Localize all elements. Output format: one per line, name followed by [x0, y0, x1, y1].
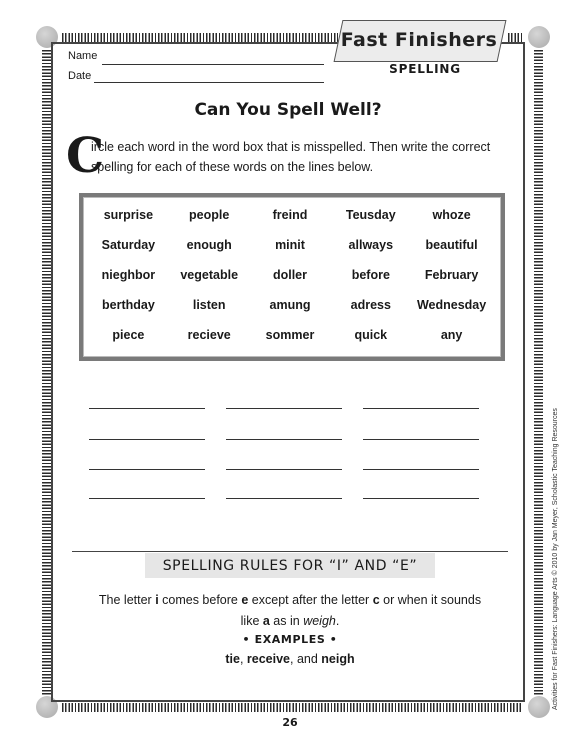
answer-line[interactable] [363, 469, 479, 470]
word-cell[interactable]: Wednesday [416, 298, 487, 312]
answer-line[interactable] [226, 439, 342, 440]
examples-text [90, 652, 490, 666]
examples-label: • EXAMPLES • [242, 633, 338, 646]
rule-text-part: The letter [98, 593, 156, 607]
word-cell[interactable]: enough [186, 238, 232, 252]
example-separator: , and [290, 652, 322, 666]
word-cell[interactable]: Saturday [101, 238, 156, 252]
page-title: Can You Spell Well? [194, 100, 382, 120]
word-cell[interactable]: recieve [187, 328, 231, 342]
answer-line[interactable] [226, 408, 342, 409]
right-border [534, 50, 543, 695]
rule-text-part: except after the letter [248, 593, 373, 607]
top-border-right [508, 33, 522, 42]
word-cell[interactable]: minit [275, 238, 305, 252]
credit-line: Activities for Fast Finishers: Language Arts © 2010 by Jan Meyer, Scholastic Teaching Resources [552, 408, 559, 710]
word-grid [88, 200, 492, 350]
rule-word-weigh: weigh [303, 614, 336, 628]
date-field[interactable] [94, 82, 324, 83]
drop-cap: C [66, 128, 105, 184]
word-cell[interactable]: people [189, 208, 230, 222]
banner-title: Fast Finishers [340, 29, 498, 51]
rule-sentence [90, 590, 490, 632]
word-cell[interactable]: freind [272, 208, 308, 222]
name-field[interactable] [102, 64, 324, 65]
answer-line[interactable] [89, 498, 205, 499]
word-cell[interactable]: sommer [265, 328, 315, 342]
corner-circle-bottom-right [528, 696, 550, 718]
word-cell[interactable]: doller [272, 268, 308, 282]
answer-line[interactable] [226, 498, 342, 499]
example-separator: , [239, 652, 247, 666]
rule-text-part: or when it sounds like [240, 593, 482, 628]
word-cell[interactable]: adress [350, 298, 391, 312]
answer-line[interactable] [89, 469, 205, 470]
word-cell[interactable]: any [440, 328, 463, 342]
example-word: tie [225, 652, 240, 666]
rule-letter-c: c [372, 593, 380, 607]
word-cell[interactable]: berthday [102, 298, 155, 312]
word-cell[interactable]: quick [354, 328, 388, 342]
word-cell[interactable]: piece [112, 328, 145, 342]
rule-text-part: as in [269, 614, 304, 628]
word-cell[interactable]: vegetable [180, 268, 239, 282]
corner-circle-top-right [528, 26, 550, 48]
left-border [42, 50, 51, 695]
subject-label: SPELLING [389, 62, 461, 76]
rule-letter-i: i [155, 593, 159, 607]
top-border-left [62, 33, 338, 42]
word-cell[interactable]: February [424, 268, 479, 282]
word-cell[interactable]: amung [269, 298, 311, 312]
example-word: receive [246, 652, 291, 666]
word-cell[interactable]: nieghbor [101, 268, 156, 282]
date-label: Date [68, 70, 92, 82]
word-cell[interactable]: before [351, 268, 390, 282]
word-cell[interactable]: Teusday [345, 208, 396, 222]
example-word: neigh [321, 652, 355, 666]
name-label: Name [68, 50, 98, 62]
answer-line[interactable] [363, 498, 479, 499]
rule-letter-e: e [241, 593, 249, 607]
answer-line[interactable] [363, 408, 479, 409]
rule-text-part: comes before [158, 593, 242, 607]
rule-text-part: . [335, 614, 340, 628]
answer-line[interactable] [226, 469, 342, 470]
bottom-border [62, 703, 522, 712]
word-cell[interactable]: beautiful [425, 238, 478, 252]
page-number: 26 [282, 716, 298, 729]
rules-heading: SPELLING RULES FOR “I” AND “E” [145, 553, 435, 578]
word-cell[interactable]: surprise [103, 208, 154, 222]
answer-line[interactable] [363, 439, 479, 440]
instructions-text: ircle each word in the word box that is misspelled. Then write the correct spelling for each of these words on the lines below. [91, 140, 491, 174]
answer-line[interactable] [89, 439, 205, 440]
word-cell[interactable]: whoze [432, 208, 471, 222]
rules-divider [72, 551, 508, 552]
word-cell[interactable]: listen [192, 298, 226, 312]
answer-line[interactable] [89, 408, 205, 409]
rule-letter-a: a [262, 614, 270, 628]
word-cell[interactable]: allways [348, 238, 394, 252]
